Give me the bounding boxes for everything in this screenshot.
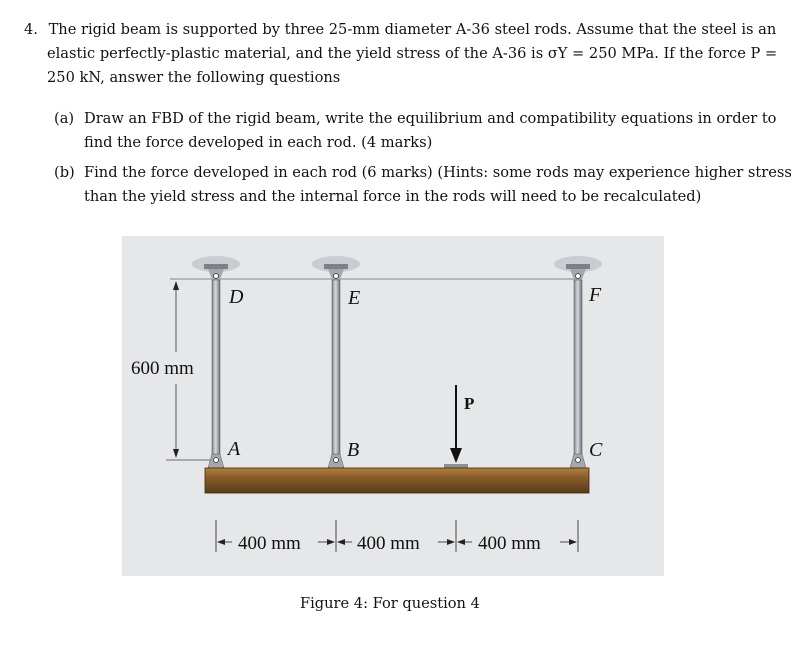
rigid-beam xyxy=(205,468,589,493)
label-E: E xyxy=(348,287,361,309)
figure-background xyxy=(122,236,664,576)
part-b-line-2: than the yield stress and the internal force in the rods will need to be recalculated) xyxy=(84,188,702,205)
rod-CF xyxy=(574,280,582,456)
label-D: D xyxy=(229,286,244,308)
question-line-2: elastic perfectly-plastic material, and the yield stress of the A-36 is σY = 250 MPa. If the force P = xyxy=(47,45,778,62)
span-AB-label: 400 mm xyxy=(238,533,301,554)
question-number: 4. xyxy=(24,21,38,38)
span-BP-label: 400 mm xyxy=(357,533,420,554)
question-line-1: The rigid beam is supported by three 25-mm diameter A-36 steel rods. Assume that the steel is an xyxy=(48,21,777,38)
label-F: F xyxy=(589,284,602,306)
part-b-line-1: Find the force developed in each rod (6 marks) (Hints: some rods may experience higher stress xyxy=(84,164,792,181)
rod-AD xyxy=(212,280,220,456)
label-A: A xyxy=(228,438,241,460)
rod-BE xyxy=(332,280,340,456)
height-dim-label: 600 mm xyxy=(131,358,194,379)
part-a-line-1: Draw an FBD of the rigid beam, write the equilibrium and compatibility equations in order to xyxy=(84,110,777,127)
part-b-label: (b) xyxy=(54,164,75,181)
part-a-label: (a) xyxy=(54,110,75,127)
question-line-3: 250 kN, answer the following questions xyxy=(47,69,341,86)
span-PC-label: 400 mm xyxy=(478,533,541,554)
force-P-label: P xyxy=(464,394,475,413)
part-a-line-2: find the force developed in each rod. (4 marks) xyxy=(84,134,433,151)
figure-caption: Figure 4: For question 4 xyxy=(300,595,480,612)
label-C: C xyxy=(589,439,603,461)
label-B: B xyxy=(347,439,360,461)
